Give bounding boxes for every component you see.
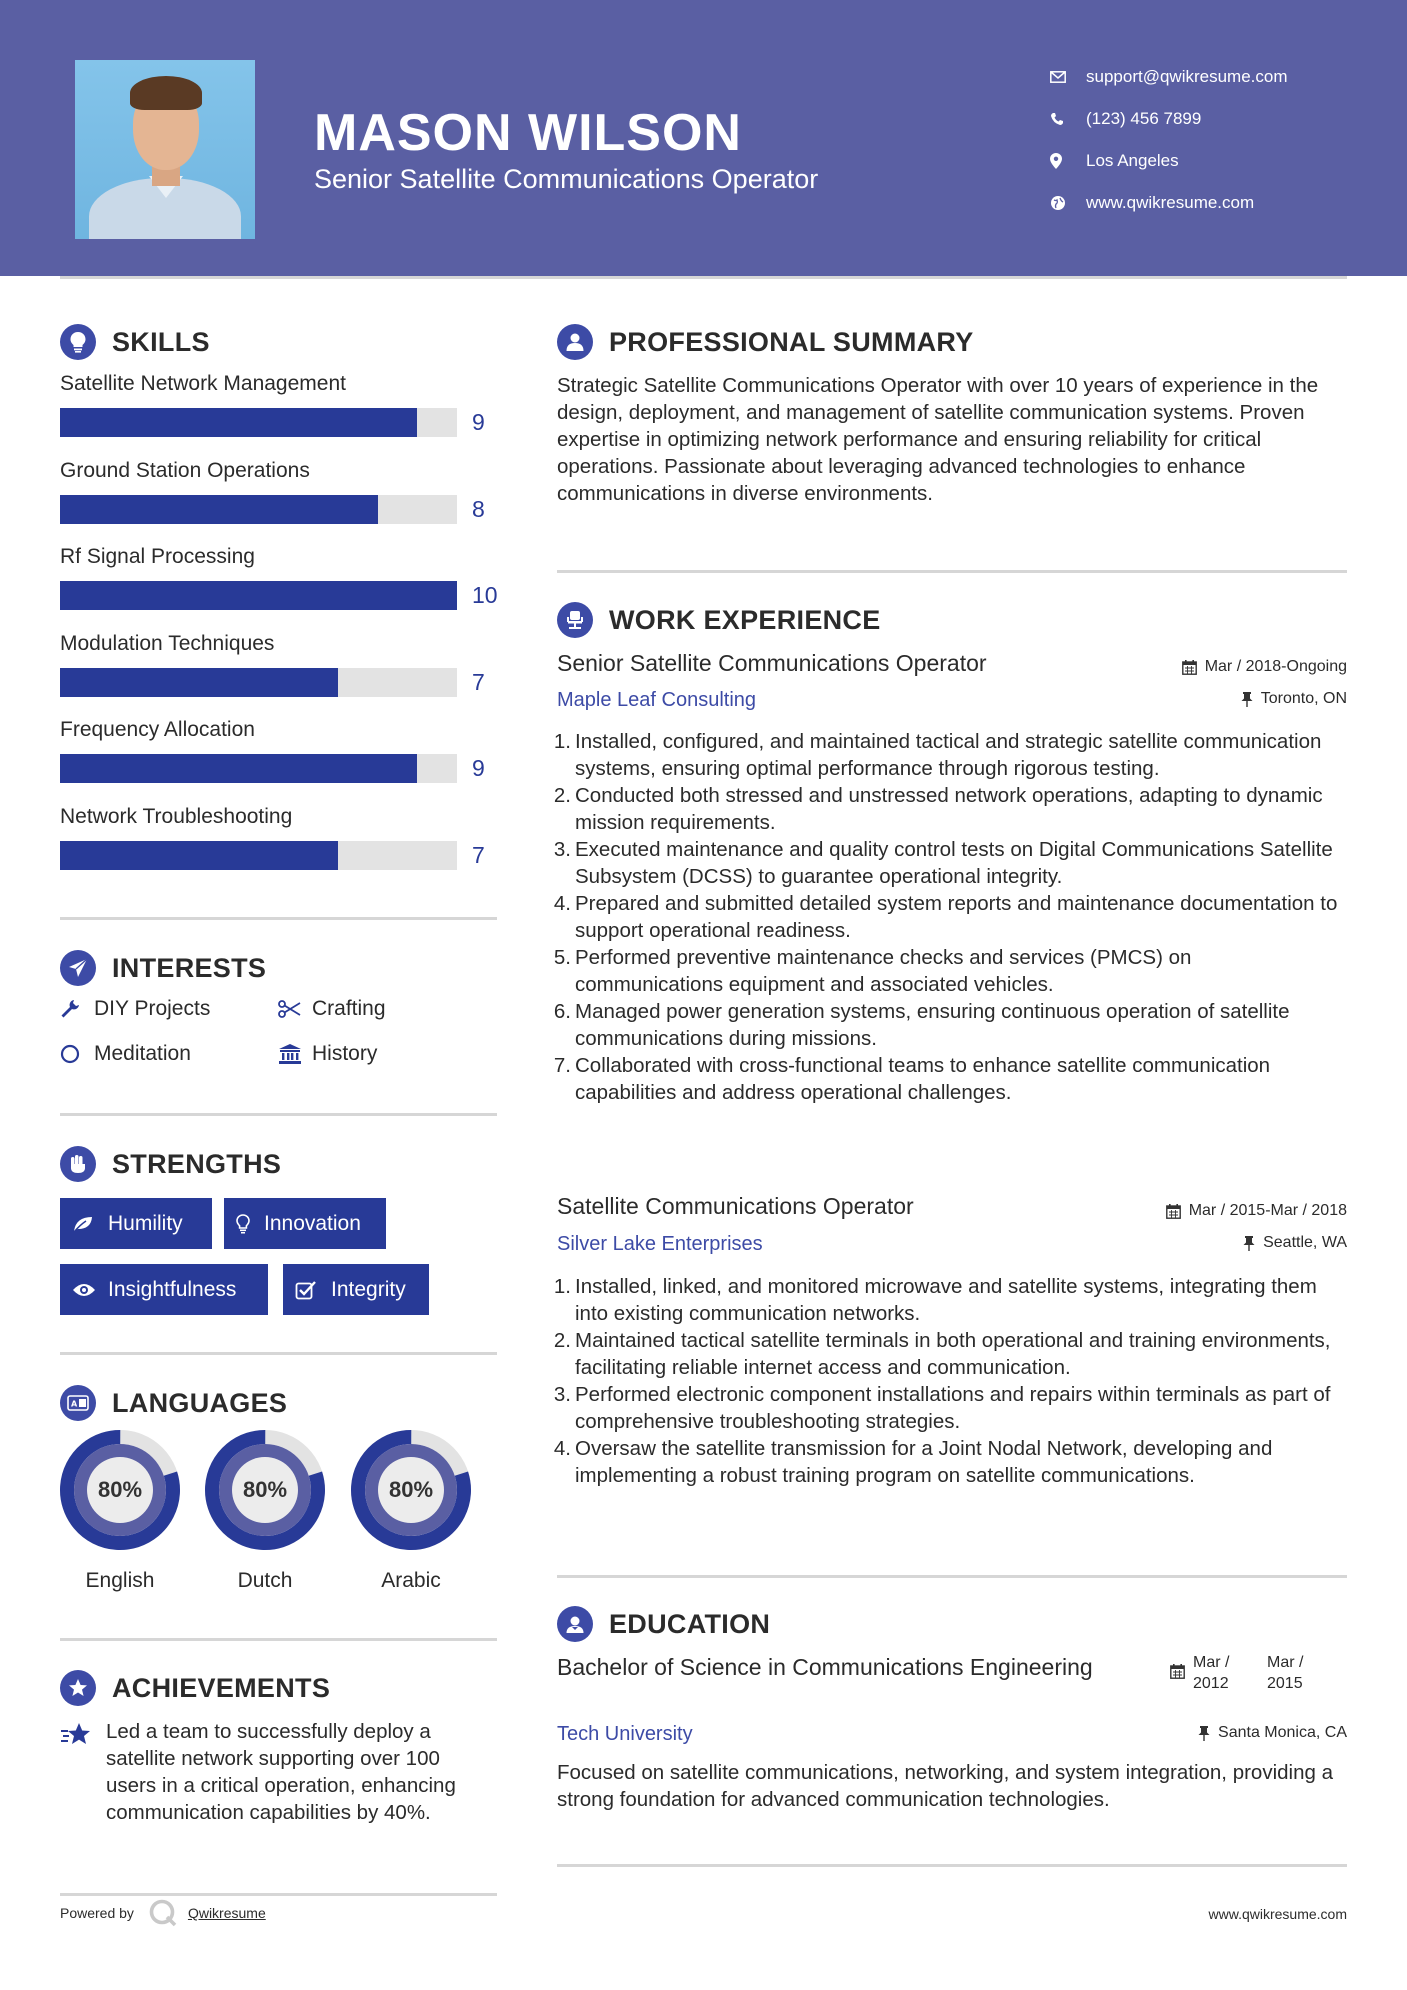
school-name: Tech University — [557, 1723, 693, 1745]
duty-text: Prepared and submitted detailed system reports and maintenance documentation to support operational readiness. — [575, 892, 1338, 942]
strength-tag — [60, 1264, 268, 1315]
contact-phone[interactable] — [1050, 98, 1380, 140]
language-name: Arabic — [381, 1569, 441, 1592]
fist-icon — [60, 1146, 96, 1182]
language-name: Dutch — [237, 1569, 293, 1592]
header-divider — [60, 276, 1347, 279]
language-level: 80% — [242, 1477, 288, 1502]
skill-name: Network Troubleshooting — [60, 804, 293, 828]
skill-bar-fill — [60, 495, 378, 524]
resume-header — [0, 0, 1407, 276]
achievement-item — [60, 1718, 500, 1826]
interest-label: DIY Projects — [94, 997, 211, 1020]
duty-item — [552, 728, 1342, 782]
skill-bar — [60, 841, 457, 870]
skill-name: Ground Station Operations — [60, 458, 310, 482]
duty-text: Collaborated with cross-functional teams to enhance satellite communication capabilities and address operational challenges. — [575, 1054, 1271, 1104]
dates-text: Mar / 2015-Mar / 2018 — [1188, 1202, 1347, 1219]
job-title: Satellite Communications Operator — [557, 1193, 914, 1219]
profile-photo — [75, 60, 255, 239]
company-name: Maple Leaf Consulting — [557, 689, 757, 711]
skills-title: SKILLS — [112, 326, 210, 357]
duty-item — [552, 890, 1342, 944]
powered-by-text: Powered by — [60, 1905, 134, 1921]
interests-title: INTERESTS — [112, 952, 267, 983]
strength-tag — [283, 1264, 429, 1315]
graduate-icon — [557, 1606, 593, 1642]
duty-number: 3. — [553, 1383, 571, 1406]
leaf-icon — [72, 1215, 108, 1233]
duty-text: Maintained tactical satellite terminals in both operational and training environments, facilitating reliable internet access and communication. — [575, 1329, 1331, 1379]
qwikresume-logo-icon — [148, 1898, 178, 1928]
star-badge-icon — [60, 1670, 96, 1706]
candidate-role: Senior Satellite Communications Operator — [314, 164, 819, 194]
location-text: Seattle, WA — [1263, 1234, 1347, 1251]
skill-name: Modulation Techniques — [60, 631, 275, 655]
duty-item — [552, 1273, 1342, 1327]
skill-bar-fill — [60, 668, 338, 697]
map-pin-icon — [1050, 153, 1086, 169]
duty-number: 1. — [553, 1275, 571, 1298]
pushpin-icon — [1241, 692, 1253, 707]
language-item — [350, 1429, 472, 1592]
skill-value: 7 — [472, 668, 485, 695]
end-month: Mar / — [1267, 1654, 1304, 1671]
job-location — [1241, 690, 1347, 708]
language-icon — [60, 1385, 96, 1421]
duty-item — [552, 998, 1342, 1052]
achievements-heading — [60, 1670, 330, 1706]
user-icon — [557, 324, 593, 360]
skill-bar — [60, 408, 457, 437]
contact-location — [1050, 140, 1380, 182]
summary-text: Strategic Satellite Communications Operator with over 10 years of experience in the design, deployment, and management of satellite communication systems. Proven expertise in optimizing network performance and ensuring reliability for critical operations. Passionate about leveraging advanced technologies to enhance communications in diverse environments. — [557, 374, 1319, 505]
duty-number: 4. — [553, 892, 571, 915]
duty-item — [552, 1052, 1342, 1106]
lightbulb-icon — [236, 1214, 264, 1234]
interests-heading — [60, 950, 266, 986]
job-dates — [1166, 1202, 1347, 1220]
paper-plane-icon — [60, 950, 96, 986]
footer-website[interactable]: www.qwikresume.com — [1208, 1906, 1347, 1922]
skill-bar-fill — [60, 581, 457, 610]
email-text: support@qwikresume.com — [1086, 67, 1288, 86]
strength-tag — [224, 1198, 386, 1249]
start-year: 2012 — [1193, 1675, 1229, 1692]
lightbulb-icon — [60, 324, 96, 360]
duty-number: 3. — [553, 838, 571, 861]
star-icon — [60, 1718, 92, 1826]
education-start — [1193, 1652, 1247, 1694]
divider — [557, 1575, 1347, 1578]
language-item — [59, 1429, 181, 1592]
end-year: 2015 — [1267, 1675, 1303, 1692]
divider — [557, 1864, 1347, 1867]
interest-item — [60, 997, 210, 1021]
language-level: 80% — [388, 1477, 434, 1502]
divider — [557, 570, 1347, 573]
achievement-text: Led a team to successfully deploy a satellite network supporting over 100 users in a critical operation, enhancing communication capabilities by 40%. — [106, 1720, 456, 1824]
contact-email[interactable] — [1050, 56, 1380, 98]
skills-heading — [60, 324, 210, 360]
interest-label: Crafting — [312, 997, 386, 1020]
education-heading — [557, 1606, 770, 1642]
divider — [60, 917, 497, 920]
divider — [60, 1638, 497, 1641]
skill-bar-fill — [60, 754, 417, 783]
duty-number: 2. — [553, 784, 571, 807]
phone-text: (123) 456 7899 — [1086, 109, 1202, 128]
eye-icon — [72, 1282, 108, 1298]
education-end — [1267, 1652, 1303, 1694]
circle-icon — [60, 1044, 94, 1064]
summary-title: PROFESSIONAL SUMMARY — [609, 326, 974, 357]
check-square-icon — [295, 1280, 331, 1300]
envelope-icon — [1050, 71, 1086, 83]
footer-powered-by — [60, 1898, 266, 1928]
pushpin-icon — [1243, 1236, 1255, 1251]
job-duties — [552, 728, 1342, 1106]
experience-heading — [557, 602, 881, 638]
skill-bar — [60, 581, 457, 610]
interest-label: History — [312, 1042, 378, 1065]
job-dates — [1182, 658, 1347, 676]
skill-bar — [60, 754, 457, 783]
language-name: English — [85, 1569, 155, 1592]
calendar-icon — [1182, 660, 1197, 675]
skill-name: Frequency Allocation — [60, 718, 255, 741]
duty-text: Conducted both stressed and unstressed network operations, adapting to dynamic mission requirements. — [575, 784, 1323, 834]
start-month: Mar / — [1193, 1654, 1230, 1671]
experience-title: WORK EXPERIENCE — [609, 604, 881, 635]
calendar-icon — [1166, 1204, 1181, 1219]
education-location — [1198, 1724, 1347, 1742]
summary-heading — [557, 324, 974, 360]
education-dates — [1170, 1652, 1303, 1694]
wrench-icon — [60, 999, 94, 1019]
language-item — [204, 1429, 326, 1592]
skill-value: 10 — [472, 582, 498, 608]
duty-item — [552, 836, 1342, 890]
duty-text: Oversaw the satellite transmission for a Joint Nodal Network, developing and implementing a robust training program on satellite communications. — [575, 1437, 1273, 1487]
skill-value: 9 — [472, 755, 485, 781]
bank-icon — [278, 1043, 312, 1065]
dates-text: Mar / 2018-Ongoing — [1204, 658, 1347, 675]
interest-label: Meditation — [94, 1042, 191, 1065]
duty-number: 1. — [553, 730, 571, 753]
job-location — [1243, 1234, 1347, 1252]
education-description: Focused on satellite communications, networking, and system integration, providing a strong foundation for advanced communication technologies. — [557, 1761, 1333, 1811]
skill-bar — [60, 668, 457, 697]
svg-text:A: A — [71, 1399, 78, 1409]
duty-item — [552, 1327, 1342, 1381]
strength-label: Insightfulness — [108, 1277, 237, 1301]
strengths-title: STRENGTHS — [112, 1148, 282, 1179]
skill-bar — [60, 495, 457, 524]
job-duties — [552, 1273, 1342, 1489]
duty-item — [552, 1381, 1342, 1435]
duty-number: 5. — [553, 946, 571, 969]
pushpin-icon — [1198, 1726, 1210, 1741]
skill-value: 8 — [472, 495, 485, 522]
duty-text: Installed, configured, and maintained tactical and strategic satellite communication systems, ensuring optimal performance through rigorous testing. — [575, 730, 1322, 780]
contact-list — [1050, 56, 1380, 224]
strength-tag — [60, 1198, 212, 1249]
strength-label: Humility — [108, 1211, 183, 1235]
skill-name: Rf Signal Processing — [60, 545, 255, 568]
achievements-title: ACHIEVEMENTS — [112, 1672, 331, 1703]
skill-value: 7 — [472, 841, 485, 868]
skill-name: Satellite Network Management — [60, 372, 346, 395]
language-level: 80% — [97, 1477, 143, 1502]
interest-item — [278, 1042, 377, 1066]
calendar-icon — [1170, 1652, 1185, 1694]
education-title: EDUCATION — [609, 1608, 771, 1639]
job-title: Senior Satellite Communications Operator — [557, 650, 987, 676]
duty-item — [552, 944, 1342, 998]
duty-text: Performed electronic component installations and repairs within terminals as part of comprehensive troubleshooting strategies. — [575, 1383, 1331, 1433]
location-text: Toronto, ON — [1260, 690, 1347, 707]
duty-text: Executed maintenance and quality control tests on Digital Communications Satellite Subsystem (DCSS) to guarantee operational integrity. — [575, 838, 1333, 888]
globe-icon — [1050, 195, 1086, 211]
degree-title: Bachelor of Science in Communications Engineering — [557, 1654, 1093, 1680]
contact-website[interactable] — [1050, 182, 1380, 224]
strength-label: Integrity — [331, 1277, 406, 1301]
duty-text: Managed power generation systems, ensuring continuous operation of satellite communications during missions. — [575, 1000, 1290, 1050]
company-name: Silver Lake Enterprises — [557, 1233, 763, 1255]
interest-item — [278, 997, 386, 1021]
duty-text: Performed preventive maintenance checks and services (PMCS) on communications equipment and associated vehicles. — [575, 946, 1192, 996]
skill-bar-fill — [60, 408, 417, 437]
duty-number: 6. — [553, 1000, 571, 1023]
skill-value: 9 — [472, 409, 485, 435]
strength-label: Innovation — [264, 1211, 361, 1235]
skill-bar-fill — [60, 841, 338, 870]
duty-item — [552, 1435, 1342, 1489]
candidate-name: MASON WILSON — [314, 104, 742, 162]
website-text: www.qwikresume.com — [1086, 193, 1255, 212]
divider — [60, 1113, 497, 1116]
location-text: Santa Monica, CA — [1218, 1724, 1347, 1741]
duty-number: 7. — [553, 1054, 571, 1077]
duty-number: 4. — [553, 1437, 571, 1460]
duty-text: Installed, linked, and monitored microwave and satellite systems, integrating them into existing communication networks. — [575, 1275, 1317, 1325]
scissors-icon — [278, 1000, 312, 1018]
office-chair-icon — [557, 602, 593, 638]
duty-item — [552, 782, 1342, 836]
strengths-heading — [60, 1146, 281, 1182]
languages-title: LANGUAGES — [112, 1387, 288, 1418]
languages-heading — [60, 1385, 287, 1421]
qwikresume-link[interactable]: Qwikresume — [187, 1905, 266, 1921]
phone-icon — [1050, 112, 1086, 126]
duty-number: 2. — [553, 1329, 571, 1352]
interest-item — [60, 1042, 191, 1066]
divider — [60, 1893, 497, 1896]
divider — [60, 1352, 497, 1355]
location-text: Los Angeles — [1086, 151, 1179, 170]
